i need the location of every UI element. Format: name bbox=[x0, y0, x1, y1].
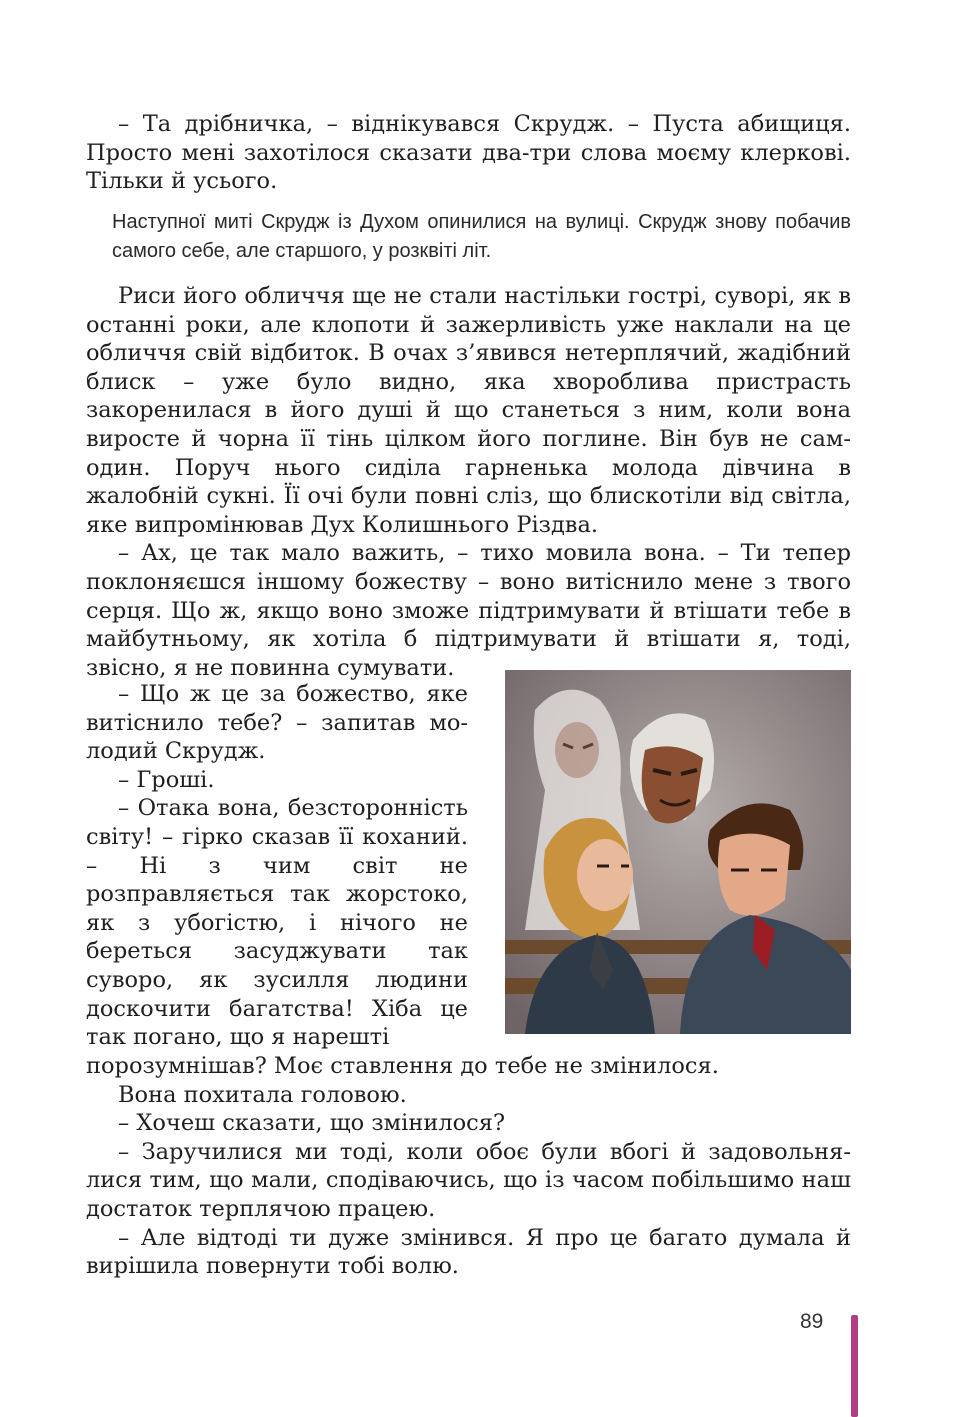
paragraph: порозумнішав? Моє ставлення до тебе не змінилося. bbox=[86, 1053, 719, 1079]
paragraph: – Заручилися ми тоді, коли обоє були вбогі й задовольнялися тим, що мали, сподіваючись, що із часом побільшимо наш достаток терплячою працею. bbox=[86, 1138, 851, 1222]
illustration-scrooge-and-fiancee bbox=[505, 670, 851, 1034]
paragraph: – Хочеш сказати, що змінилося? bbox=[118, 1110, 506, 1137]
paragraph: – Але відтоді ти дуже змінився. Я про це багато думала й вирішила повернути тобі волю. bbox=[86, 1224, 851, 1280]
narration-intro bbox=[112, 208, 851, 266]
paragraph: Риси його обличчя ще не стали настільки гострі, суворі, як в останні роки, але клопоти й зажерливість уже наклали на це обличчя свій відбиток. В очах з’явився нетерплячий, жадібний блиск – уже було видно, яка хвороблива пристрасть закоренилася в його душі й що станеться з ним, коли вона виросте й чорна її тінь цілком його поглине. Він був не сам-один. Поруч нього сиділа гарненька молода дівчина в жалобній сукні. Її очі були повні сліз, що блискотіли від світла, яке випромінював Дух Колишнього Різдва. bbox=[86, 283, 851, 538]
text-block-top bbox=[86, 110, 851, 196]
paragraph: – Та дрібничка, – віднікувався Скрудж. – Пуста абищиця. Просто мені захотілося сказати два-три слова моєму клеркові. Тільки й усього. bbox=[86, 111, 851, 195]
paragraph: – Ах, це так мало важить, – тихо мовила вона. – Ти тепер поклоняєшся іншому божеству – воно витіснило мене з твого серця. Що ж, якщо воно зможе підтримувати й втішати тебе в майбутньому, як хотіла б підтримувати й втішати я, тоді, звісно, я не повинна сумувати. bbox=[86, 540, 851, 681]
intro-paragraph: Наступної миті Скрудж із Духом опинилися на вулиці. Скрудж знову побачив самого себе, але старшого, у розквіті літ. bbox=[112, 211, 851, 262]
text-block-bottom bbox=[86, 1052, 851, 1281]
page-number: 89 bbox=[800, 1310, 824, 1333]
page-accent-bar bbox=[851, 1315, 858, 1417]
paragraph: Вона похитала головою. bbox=[118, 1081, 407, 1108]
text-block-main bbox=[86, 282, 851, 682]
text-block-beside-illustration bbox=[86, 680, 468, 1052]
paragraph: – Гроші. bbox=[118, 766, 215, 793]
paragraph: – Що ж це за божество, яке витіснило тебе? – запитав молодий Скрудж. bbox=[86, 681, 468, 765]
paragraph: – Отака вона, безсторонність світу! – гірко сказав її коханий. – Ні з чим світ не розправляється так жорстоко, як з убогістю, і нічого не береться засуджувати так суворо, як зусилля людини доскочити багатства! Хіба це так погано, що я нарешті bbox=[86, 795, 468, 1051]
